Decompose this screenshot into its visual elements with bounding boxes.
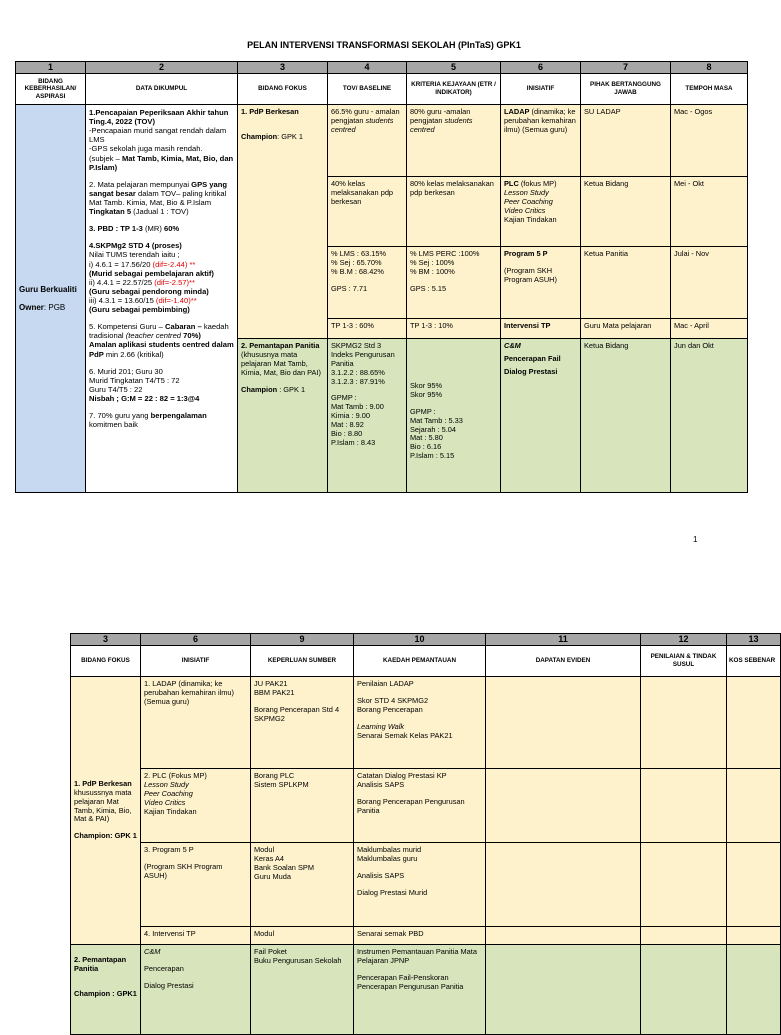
cost-cell xyxy=(727,945,781,1035)
intervention-plan-table xyxy=(15,61,748,493)
column-header: BIDANG FOKUS xyxy=(71,646,141,677)
initiative-cell: PLC (fokus MP) Lesson Study Peer Coaching Video Critics Kajian Tindakan xyxy=(501,177,581,247)
column-header: PIHAK BERTANGGUNG JAWAB xyxy=(581,74,671,105)
evaluation-cell xyxy=(641,945,727,1035)
table-row xyxy=(71,945,781,1035)
criteria-cell: % LMS PERC :100% % Sej : 100% % BM : 100% GPS : 5.15 xyxy=(407,247,501,319)
column-header: DAPATAN EVIDEN xyxy=(486,646,641,677)
resources-cell: Borang PLC Sistem SPLKPM xyxy=(251,769,354,843)
resources-cell: Modul Keras A4 Bank Soalan SPM Guru Muda xyxy=(251,843,354,927)
criteria-cell: TP 1-3 : 10% xyxy=(407,319,501,339)
baseline-cell: SKPMG2 Std 3 Indeks Pengurusan Panitia 3.1.2.2 : 88.65% 3.1.2.3 : 87.91% GPMP : Mat Tamb : 9.00 Kimia : 9.00 Mat : 8.92 Bio : 8.80 P.Islam : 8.43 xyxy=(328,339,407,493)
responsible-cell: Ketua Bidang xyxy=(581,177,671,247)
baseline-cell: TP 1-3 : 60% xyxy=(328,319,407,339)
baseline-cell: 40% kelas melaksanakan pdp berkesan xyxy=(328,177,407,247)
column-header: KEPERLUAN SUMBER xyxy=(251,646,354,677)
table-row xyxy=(71,677,781,769)
responsible-cell: Ketua Bidang xyxy=(581,339,671,493)
resources-cell: Modul xyxy=(251,927,354,945)
initiative-cell: 3. Program 5 P (Program SKH Program ASUH) xyxy=(141,843,251,927)
focus-area-cell: 1. PdP Berkesan khusussnya mata pelajaran Mat Tamb, Kimia, Bio, Mat & PAI) Champion: GPK 1 xyxy=(71,677,141,945)
focus-area-cell: 2. Pemantapan Panitia (khususnya mata pelajaran Mat Tamb, Kimia, Mat, Bio dan PAI) Champion : GPK 1 xyxy=(238,339,328,493)
column-header: INISIATIF xyxy=(141,646,251,677)
monitoring-method-cell: Senarai semak PBD xyxy=(354,927,486,945)
cost-cell xyxy=(727,677,781,769)
evaluation-cell xyxy=(641,769,727,843)
column-header: KRITERIA KEJAYAAN (ETR / INDIKATOR) xyxy=(407,74,501,105)
column-number-row xyxy=(71,634,781,646)
column-header: DATA DIKUMPUL xyxy=(86,74,238,105)
column-header: TEMPOH MASA xyxy=(671,74,748,105)
table-row xyxy=(16,105,748,177)
monitoring-method-cell: Maklumbalas murid Maklumbalas guru Analisis SAPS Dialog Prestasi Murid xyxy=(354,843,486,927)
initiative-cell: LADAP (dinamika; ke perubahan kemahiran ilmu) (Semua guru) xyxy=(501,105,581,177)
evidence-cell xyxy=(486,677,641,769)
responsible-cell: Guru Mata pelajaran xyxy=(581,319,671,339)
col-number: 3 xyxy=(71,634,141,646)
header-row xyxy=(71,646,781,677)
col-number: 10 xyxy=(354,634,486,646)
evidence-cell xyxy=(486,843,641,927)
col-number: 8 xyxy=(671,62,748,74)
col-number: 7 xyxy=(581,62,671,74)
column-header: KOS SEBENAR xyxy=(727,646,781,677)
evidence-cell xyxy=(486,927,641,945)
criteria-cell: Skor 95% Skor 95% GPMP : Mat Tamb : 5.33 Sejarah : 5.04 Mat : 5.80 Bio : 6.16 P.Islam : 5.15 xyxy=(407,339,501,493)
evaluation-cell xyxy=(641,927,727,945)
cost-cell xyxy=(727,843,781,927)
column-header: TOV/ BASELINE xyxy=(328,74,407,105)
responsible-cell: SU LADAP xyxy=(581,105,671,177)
col-number: 11 xyxy=(486,634,641,646)
table-row xyxy=(71,769,781,843)
evaluation-cell xyxy=(641,843,727,927)
col-number: 1 xyxy=(16,62,86,74)
col-number: 2 xyxy=(86,62,238,74)
col-number: 5 xyxy=(407,62,501,74)
evidence-cell xyxy=(486,769,641,843)
evidence-cell xyxy=(486,945,641,1035)
initiative-cell: Program 5 P (Program SKH Program ASUH) xyxy=(501,247,581,319)
page-title: PELAN INTERVENSI TRANSFORMASI SEKOLAH (PInTaS) GPK1 xyxy=(247,40,521,50)
initiative-cell: 2. PLC (Fokus MP) Lesson Study Peer Coaching Video Critics Kajian Tindakan xyxy=(141,769,251,843)
responsible-cell: Ketua Panitia xyxy=(581,247,671,319)
page-number: 1 xyxy=(693,535,698,544)
monitoring-method-cell: Penilaian LADAP Skor STD 4 SKPMG2 Borang Pencerapan Learning Walk Senarai Semak Kelas PAK21 xyxy=(354,677,486,769)
column-number-row xyxy=(16,62,748,74)
duration-cell: Mac - April xyxy=(671,319,748,339)
col-number: 6 xyxy=(501,62,581,74)
duration-cell: Mei - Okt xyxy=(671,177,748,247)
initiative-cell: 1. LADAP (dinamika; ke perubahan kemahiran ilmu) (Semua guru) xyxy=(141,677,251,769)
cost-cell xyxy=(727,769,781,843)
column-header: BIDANG KEBERHASILAN/ ASPIRASI xyxy=(16,74,86,105)
col-number: 3 xyxy=(238,62,328,74)
col-number: 6 xyxy=(141,634,251,646)
column-header: BIDANG FOKUS xyxy=(238,74,328,105)
resources-cell: JU PAK21 BBM PAK21 Borang Pencerapan Std 4 SKPMG2 xyxy=(251,677,354,769)
col-number: 4 xyxy=(328,62,407,74)
table-row xyxy=(71,843,781,927)
aspiration-cell xyxy=(16,105,86,493)
column-header: INISIATIF xyxy=(501,74,581,105)
column-header: PENILAIAN & TINDAK SUSUL xyxy=(641,646,727,677)
cost-cell xyxy=(727,927,781,945)
aspiration-title: Guru Berkualiti xyxy=(19,284,77,294)
focus-area-cell: 1. PdP Berkesan Champion: GPK 1 xyxy=(238,105,328,339)
duration-cell: Julai - Nov xyxy=(671,247,748,319)
col-number: 12 xyxy=(641,634,727,646)
data-collected-cell: 1.Pencapaian Peperiksaan Akhir tahun Ting.4, 2022 (TOV) -Pencapaian murid sangat rendah dalam LMS -GPS sekolah juga masih rendah. (subjek – Mat Tamb, Kimia, Mat, Bio, dan P.Islam) 2. Mata pelajaran mempunyai GPS yang sangat besar dalam TOV– paling kritikal Mat Tamb. Kimia, Mat, Bio & P.Islam Tingkatan 5 (Jadual 1 : TOV) 3. PBD : TP 1-3 (MR) 60% 4.SKPMg2 STD 4 (proses) Nilai TUMS terendah iaitu ; i) 4.6.1 = 17.56/20 (dif=-2.44) ** (Murid sebagai pembelajaran aktif) ii) 4.4.1 = 22.57/25 (dif=-2.57)** (Guru sebagai pendorong minda) iii) 4.3.1 = 13.60/15 (dif=-1.40)** (Guru sebagai pembimbing) 5. Kompetensi Guru – Cabaran – kaedah tradisional (teacher centred 70%) Amalan aplikasi students centred dalam PdP min 2.66 (kritikal) 6. Murid 201; Guru 30 Murid Tingkatan T4/T5 : 72 Guru T4/T5 : 22 Nisbah ; G:M = 22 : 82 = 1:3@4 7. 70% guru yang berpengalaman komitmen baik xyxy=(86,105,238,493)
monitoring-method-cell: Instrumen Pemantauan Panitia Mata Pelajaran JPNP Pencerapan Fail-Penskoran Pencerapan Pengurusan Panitia xyxy=(354,945,486,1035)
baseline-cell: 66.5% guru - amalan pengjatan students centred xyxy=(328,105,407,177)
initiative-cell: C&M Pencerapan Dialog Prestasi xyxy=(141,945,251,1035)
duration-cell: Jun dan Okt xyxy=(671,339,748,493)
criteria-cell: 80% kelas melaksanakan pdp berkesan xyxy=(407,177,501,247)
duration-cell: Mac - Ogos xyxy=(671,105,748,177)
initiative-cell: 4. Intervensi TP xyxy=(141,927,251,945)
column-header: KAEDAH PEMANTAUAN xyxy=(354,646,486,677)
criteria-cell: 80% guru -amalan pengjatan students centred xyxy=(407,105,501,177)
baseline-cell: % LMS : 63.15% % Sej : 65.70% % B.M : 68.42% GPS : 7.71 xyxy=(328,247,407,319)
col-number: 13 xyxy=(727,634,781,646)
monitoring-table xyxy=(70,633,781,1035)
table-row xyxy=(71,927,781,945)
monitoring-method-cell: Catatan Dialog Prestasi KP Analisis SAPS Borang Pencerapan Pengurusan Panitia xyxy=(354,769,486,843)
initiative-cell: C&M Pencerapan Fail Dialog Prestasi xyxy=(501,339,581,493)
owner-text: Owner: PGB xyxy=(19,302,66,312)
col-number: 9 xyxy=(251,634,354,646)
focus-area-cell: 2. Pemantapan Panitia Champion : GPK1 xyxy=(71,945,141,1035)
initiative-cell: Intervensi TP xyxy=(501,319,581,339)
resources-cell: Fail Poket Buku Pengurusan Sekolah xyxy=(251,945,354,1035)
header-row xyxy=(16,74,748,105)
evaluation-cell xyxy=(641,677,727,769)
